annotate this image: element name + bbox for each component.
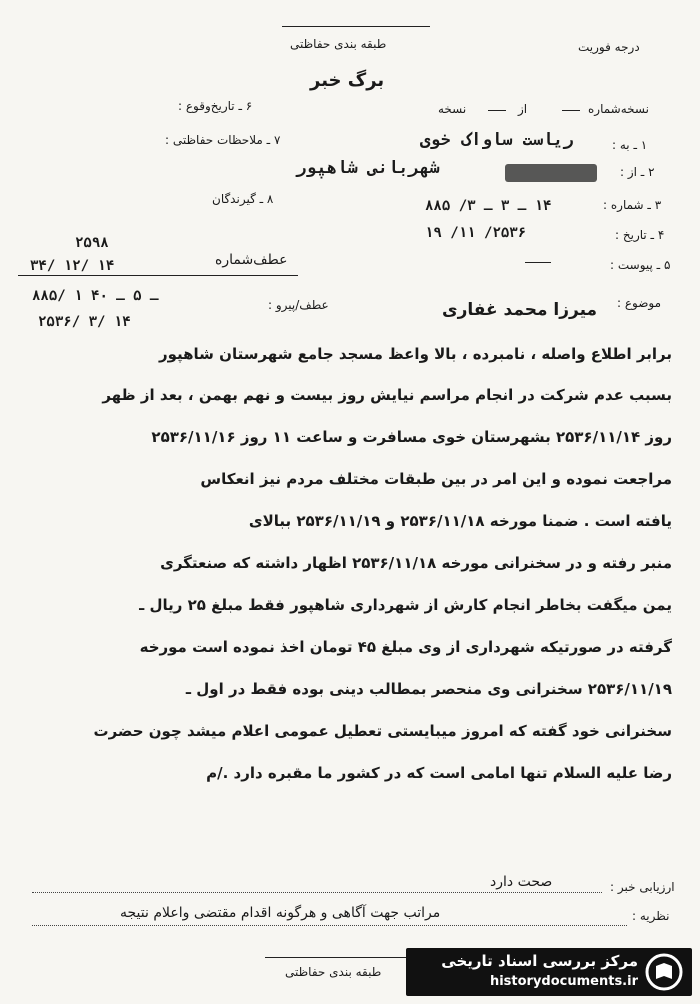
body-line: یمن میگفت بخاطر انجام کارش از شهرداری شاهپور فقط مبلغ ۲۵ ریال ـ [139, 596, 672, 614]
opinion-label: نظریه : [632, 909, 670, 923]
body-line: مراجعت نموده و این امر در بین طبقات مختلف مردم نیز انعکاس [200, 470, 672, 488]
body-line: ۲۵۳۶/۱۱/۱۹ سخنرانی وی منحصر بمطالب دینی بوده فقط در اول ـ [185, 680, 672, 698]
body-line: یافته است . ضمنا مورخه ۲۵۳۶/۱۱/۱۸ و ۲۵۳۶/۱۱/۱۹ ببالای [248, 512, 672, 530]
file-date-value: ۳۴/ ۱۲/ ۱۴ [30, 258, 115, 274]
date-value: ۲۵۳۶/ ۱۱/ ۱۹ [425, 225, 527, 241]
assessment-label: ارزیابی خبر : [610, 880, 675, 894]
to-label: ۱ ـ به : [612, 138, 648, 152]
body-line: برابر اطلاع واصله ، نامبرده ، بالا واعظ مسجد جامع شهرستان شاهپور [158, 345, 672, 363]
classification-bottom: طبقه بندی حفاظتی [285, 965, 382, 979]
assessment-value: صحت دارد [490, 874, 553, 890]
watermark-logo [406, 948, 692, 996]
body-line: بسبب عدم شرکت در انجام مراسم نیایش روز بیست و نهم بهمن ، بعد از ظهر [102, 386, 672, 404]
followup-label: عطف/پیرو : [268, 298, 329, 312]
date-of-event-label: ۶ ـ تاریخ‌وقوع : [178, 99, 253, 113]
file-label: عطف‌شماره [215, 252, 288, 268]
opinion-value: مراتب جهت آگاهی و هرگونه اقدام مقتضی واعلام نتیجه [120, 905, 441, 921]
number-label: ۳ ـ شماره : [603, 198, 662, 212]
from-label: ۲ ـ از : [620, 165, 655, 179]
attachment-label: ۵ ـ پیوست : [610, 258, 671, 272]
body-line: سخنرانی خود گفته که امروز میبایستی تعطیل عمومی اعلام میشد چون حضرت [93, 722, 672, 740]
urgency-label: درجه فوریت [578, 40, 640, 54]
security-remarks-label: ۷ ـ ملاحظات حفاظتی : [165, 133, 281, 147]
followup-date: ۲۵۳۶/ ۳/ ۱۴ [38, 314, 131, 330]
number-value: ۱۴ ـ ۳ ـ ۳/ ۸۸۵ [425, 198, 552, 214]
watermark-org: مرکز بررسی اسناد تاریخی [441, 952, 638, 970]
classification-top: طبقه بندی حفاظتی [290, 37, 387, 51]
date-label: ۴ ـ تاریخ : [615, 228, 665, 242]
body-line: منبر رفته و در سخنرانی مورخه ۲۵۳۶/۱۱/۱۸ اظهار داشته که صنعتگری [160, 554, 672, 572]
of-label: از [518, 102, 528, 116]
body-line: گرفته در صورتیکه شهرداری از وی مبلغ ۴۵ تومان اخذ نموده است مورخه [139, 638, 672, 656]
recipients-label: ۸ ـ گیرندگان [212, 192, 274, 206]
body-line: رضا علیه السلام تنها امامی است که در کشور ما مقبره دارد ./م [206, 764, 672, 782]
subject-label: موضوع : [617, 296, 662, 310]
body-line: روز ۲۵۳۶/۱۱/۱۴ بشهرستان خوی مسافرت و ساعت ۱۱ روز ۲۵۳۶/۱۱/۱۶ [151, 428, 672, 446]
form-title: برگ خبر [310, 70, 385, 91]
from-value: شهربانی شاهپور [296, 158, 440, 178]
to-value: ریاست ساواک خوی [420, 130, 574, 150]
watermark-icon [644, 952, 684, 992]
copy-number-label: نسخه‌شماره [588, 102, 649, 116]
redaction-mark [505, 164, 597, 182]
followup-number: ۸۸۵/ ۱ ـ ۵ ـ ۴۰ [32, 288, 159, 304]
file-number-value: ۲۵۹۸ [75, 235, 109, 251]
watermark-site: historydocuments.ir [489, 974, 638, 989]
subject-value: میرزا محمد غفاری [442, 300, 598, 320]
copies-label: نسخه [438, 102, 467, 116]
